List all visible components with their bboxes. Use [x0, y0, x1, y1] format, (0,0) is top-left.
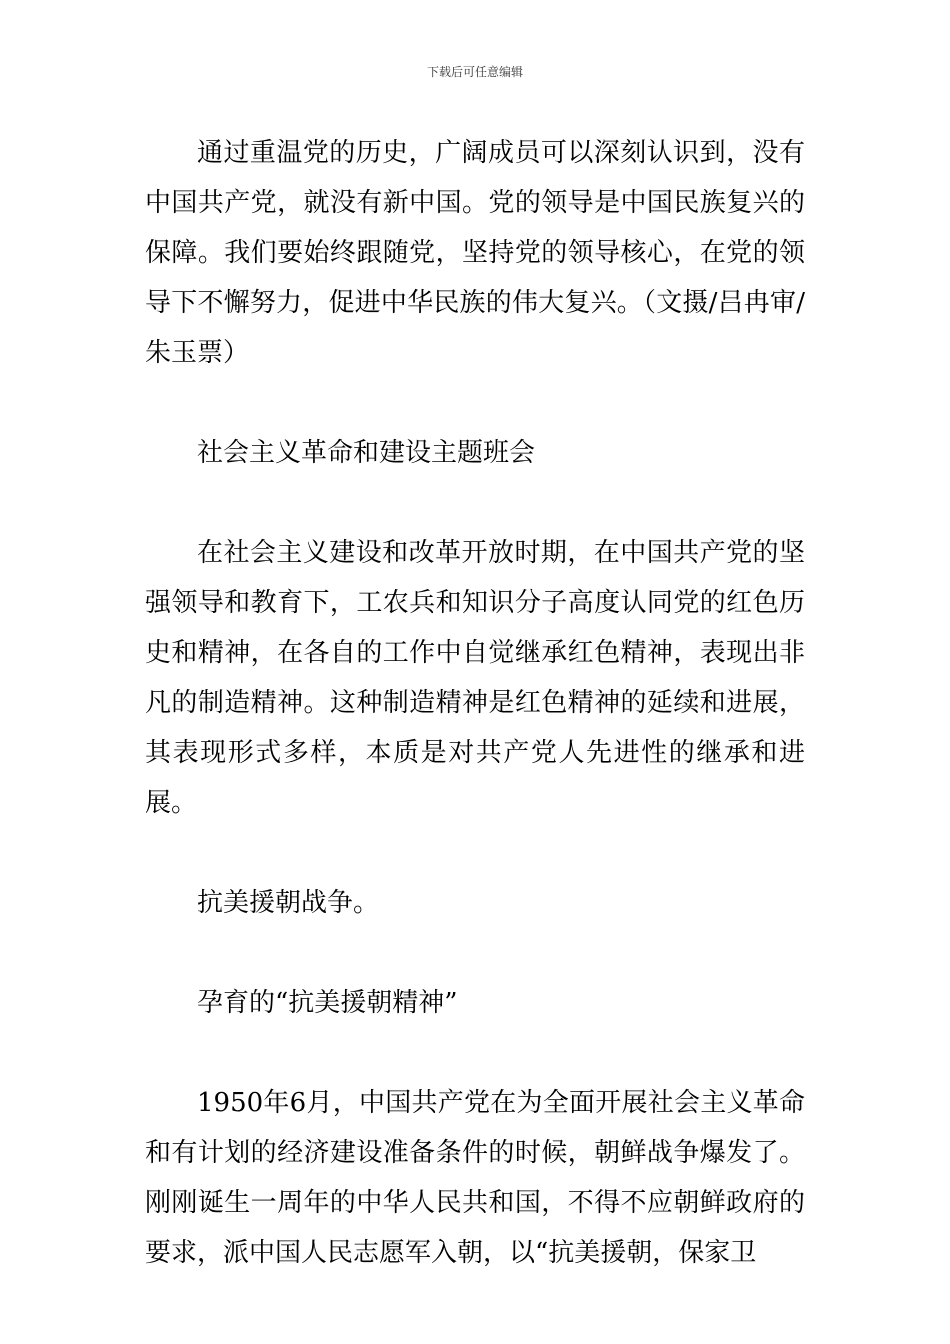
paragraph-1950: 1950年6月，中国共产党在为全面开展社会主义革命和有计划的经济建设准备条件的时候，朝鲜战争爆发了。刚刚诞生一周年的中华人民共和国，不得不应朝鲜政府的要求，派中国人民志愿军入朝，以“抗美援朝，保家卫: [145, 1088, 805, 1268]
section-heading-korean-war: 抗美援朝战争。: [197, 888, 380, 918]
section-heading-class-meeting: 社会主义革命和建设主题班会: [197, 438, 536, 468]
paragraph-spacer: [145, 1028, 805, 1078]
paragraph-spacer: [145, 378, 805, 428]
paragraph-spacer: [145, 928, 805, 978]
section-heading-spirit: 孕育的“抗美援朝精神”: [197, 988, 458, 1018]
paragraph-socialist-construction: 在社会主义建设和改革开放时期，在中国共产党的坚强领导和教育下，工农兵和知识分子高度认同党的红色历史和精神，在各自的工作中自觉继承红色精神，表现出非凡的制造精神。这种制造精神是红色精神的延续和进展，其表现形式多样，本质是对共产党人先进性的继承和进展。: [145, 538, 805, 818]
page-header-note: 下载后可任意编辑: [426, 65, 523, 79]
document-body: [145, 128, 805, 1278]
paragraph-party-history: 通过重温党的历史，广阔成员可以深刻认识到，没有中国共产党，就没有新中国。党的领导是中国民族复兴的保障。我们要始终跟随党，坚持党的领导核心，在党的领导下不懈努力，促进中华民族的伟大复兴。（文摄/吕冉审/朱玉票）: [145, 138, 805, 368]
paragraph-spacer: [145, 828, 805, 878]
paragraph-spacer: [145, 478, 805, 528]
